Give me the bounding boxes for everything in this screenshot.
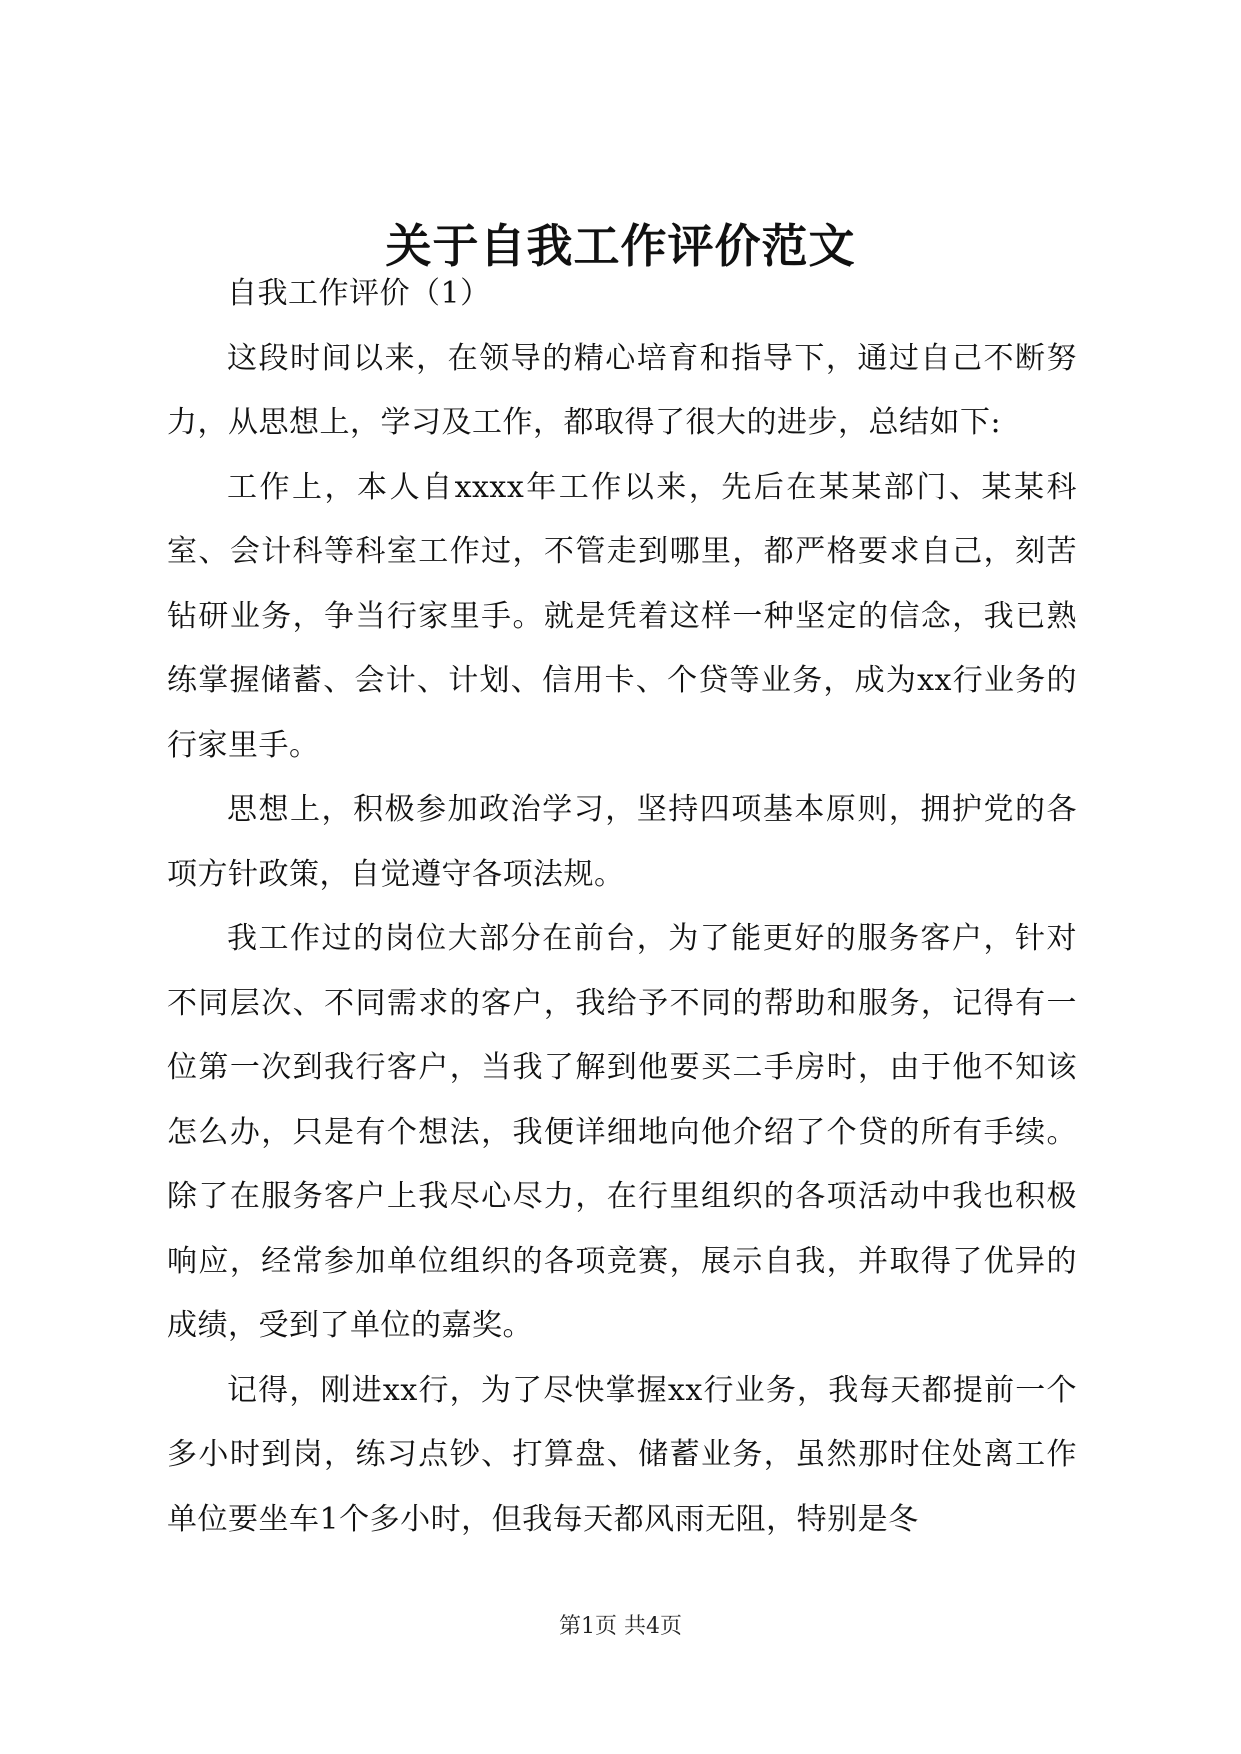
section-heading: 自我工作评价（1）: [227, 276, 491, 311]
paragraph: 思想上，积极参加政治学习，坚持四项基本原则，拥护党的各项方针政策，自觉遵守各项法规。: [167, 792, 1077, 892]
paragraph: 这段时间以来，在领导的精心培育和指导下，通过自己不断努力，从思想上，学习及工作，都取得了很大的进步，总结如下:: [167, 340, 1077, 440]
paragraph: 我工作过的岗位大部分在前台，为了能更好的服务客户，针对不同层次、不同需求的客户，我给予不同的帮助和服务，记得有一位第一次到我行客户，当我了解到他要买二手房时，由于他不知该怎么办，只是有个想法，我便详细地向他介绍了个贷的所有手续。除了在服务客户上我尽心尽力，在行里组织的各项活动中我也积极响应，经常参加单位组织的各项竞赛，展示自我，并取得了优异的成绩，受到了单位的嘉奖。: [167, 921, 1077, 1343]
page-number: 第1页 共4页: [559, 1614, 682, 1639]
paragraph: 记得，刚进xx行，为了尽快掌握xx行业务，我每天都提前一个多小时到岗，练习点钞、打算盘、储蓄业务，虽然那时住处离工作单位要坐车1个多小时，但我每天都风雨无阻，特别是冬: [167, 1372, 1077, 1537]
document-title: 关于自我工作评价范文: [385, 219, 856, 273]
paragraph: 工作上，本人自xxxx年工作以来，先后在某某部门、某某科室、会计科等科室工作过，不管走到哪里，都严格要求自己，刻苦钻研业务，争当行家里手。就是凭着这样一种坚定的信念，我已熟练掌握储蓄、会计、计划、信用卡、个贷等业务，成为xx行业务的行家里手。: [167, 469, 1077, 763]
document-body: [167, 262, 1077, 1552]
